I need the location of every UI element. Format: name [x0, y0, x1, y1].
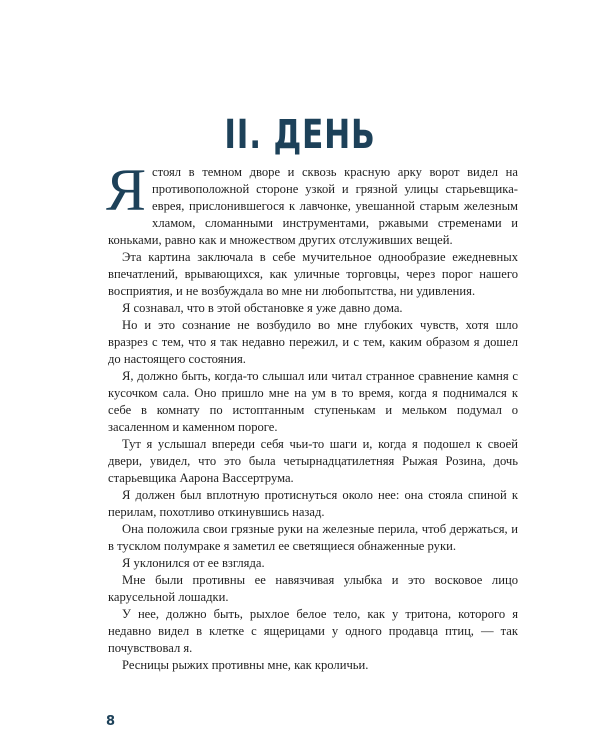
paragraph: Но и это сознание не возбудило во мне глубоких чувств, хотя шло вразрез с тем, что я так недавно пережил, и с тем, каким образом я дошел до настоящего состояния.: [108, 318, 518, 366]
chapter-text: [106, 157, 518, 674]
first-paragraph: [106, 157, 518, 249]
paragraph: Я должен был вплотную протиснуться около нее: она стояла спиной к перилам, похотливо откинувшись назад.: [108, 488, 518, 519]
page-number: 8: [106, 714, 116, 729]
paragraph: Мне были противны ее навязчивая улыбка и это восковое лицо карусельной лошадки.: [108, 573, 518, 604]
paragraph: Я уклонился от ее взгляда.: [122, 556, 265, 570]
paragraph: Я, должно быть, когда-то слышал или читал странное сравнение камня с кусочком сала. Оно пришло мне на ум в то время, когда я поднимался к себе в комнату по истоптанным ступенькам и мельком подумал о засаленном и каменном пороге.: [108, 369, 518, 434]
paragraph: У нее, должно быть, рыхлое белое тело, как у тритона, которого я недавно видел в клетке с ящерицами у одного продавца птиц, — так почувствовал я.: [108, 607, 518, 655]
paragraph: Я сознавал, что в этой обстановке я уже давно дома.: [122, 301, 403, 315]
paragraph: Ресницы рыжих противны мне, как кроличьи.: [122, 658, 369, 672]
chapter-title: II. ДЕНЬ: [224, 112, 376, 158]
first-paragraph-text: стоял в темном дворе и сквозь красную арку ворот видел на противоположной стороне узкой и грязной улицы старьевщика-еврея, прислонившегося к лавчонке, увешанной старым железным хламом, сломанными инструментами, ржавыми стременами и коньками, равно как и множеством других отслуживших вещей.: [108, 165, 518, 247]
paragraph: Тут я услышал впереди себя чьи-то шаги и, когда я подошел к своей двери, увидел, что это была четырнадцатилетняя Рыжая Розина, дочь старьевщика Аарона Вассертрума.: [108, 437, 518, 485]
paragraph: Эта картина заключала в себе мучительное однообразие ежедневных впечатлений, врывающихся, как уличные торговцы, через порог нашего восприятия, и не возбуждала во мне ни любопытства, ни удивления.: [108, 250, 518, 298]
paragraph: Она положила свои грязные руки на железные перила, чтоб держаться, и в тусклом полумраке я заметил ее светящиеся обнаженные руки.: [108, 522, 518, 553]
drop-cap: Я: [106, 157, 147, 223]
